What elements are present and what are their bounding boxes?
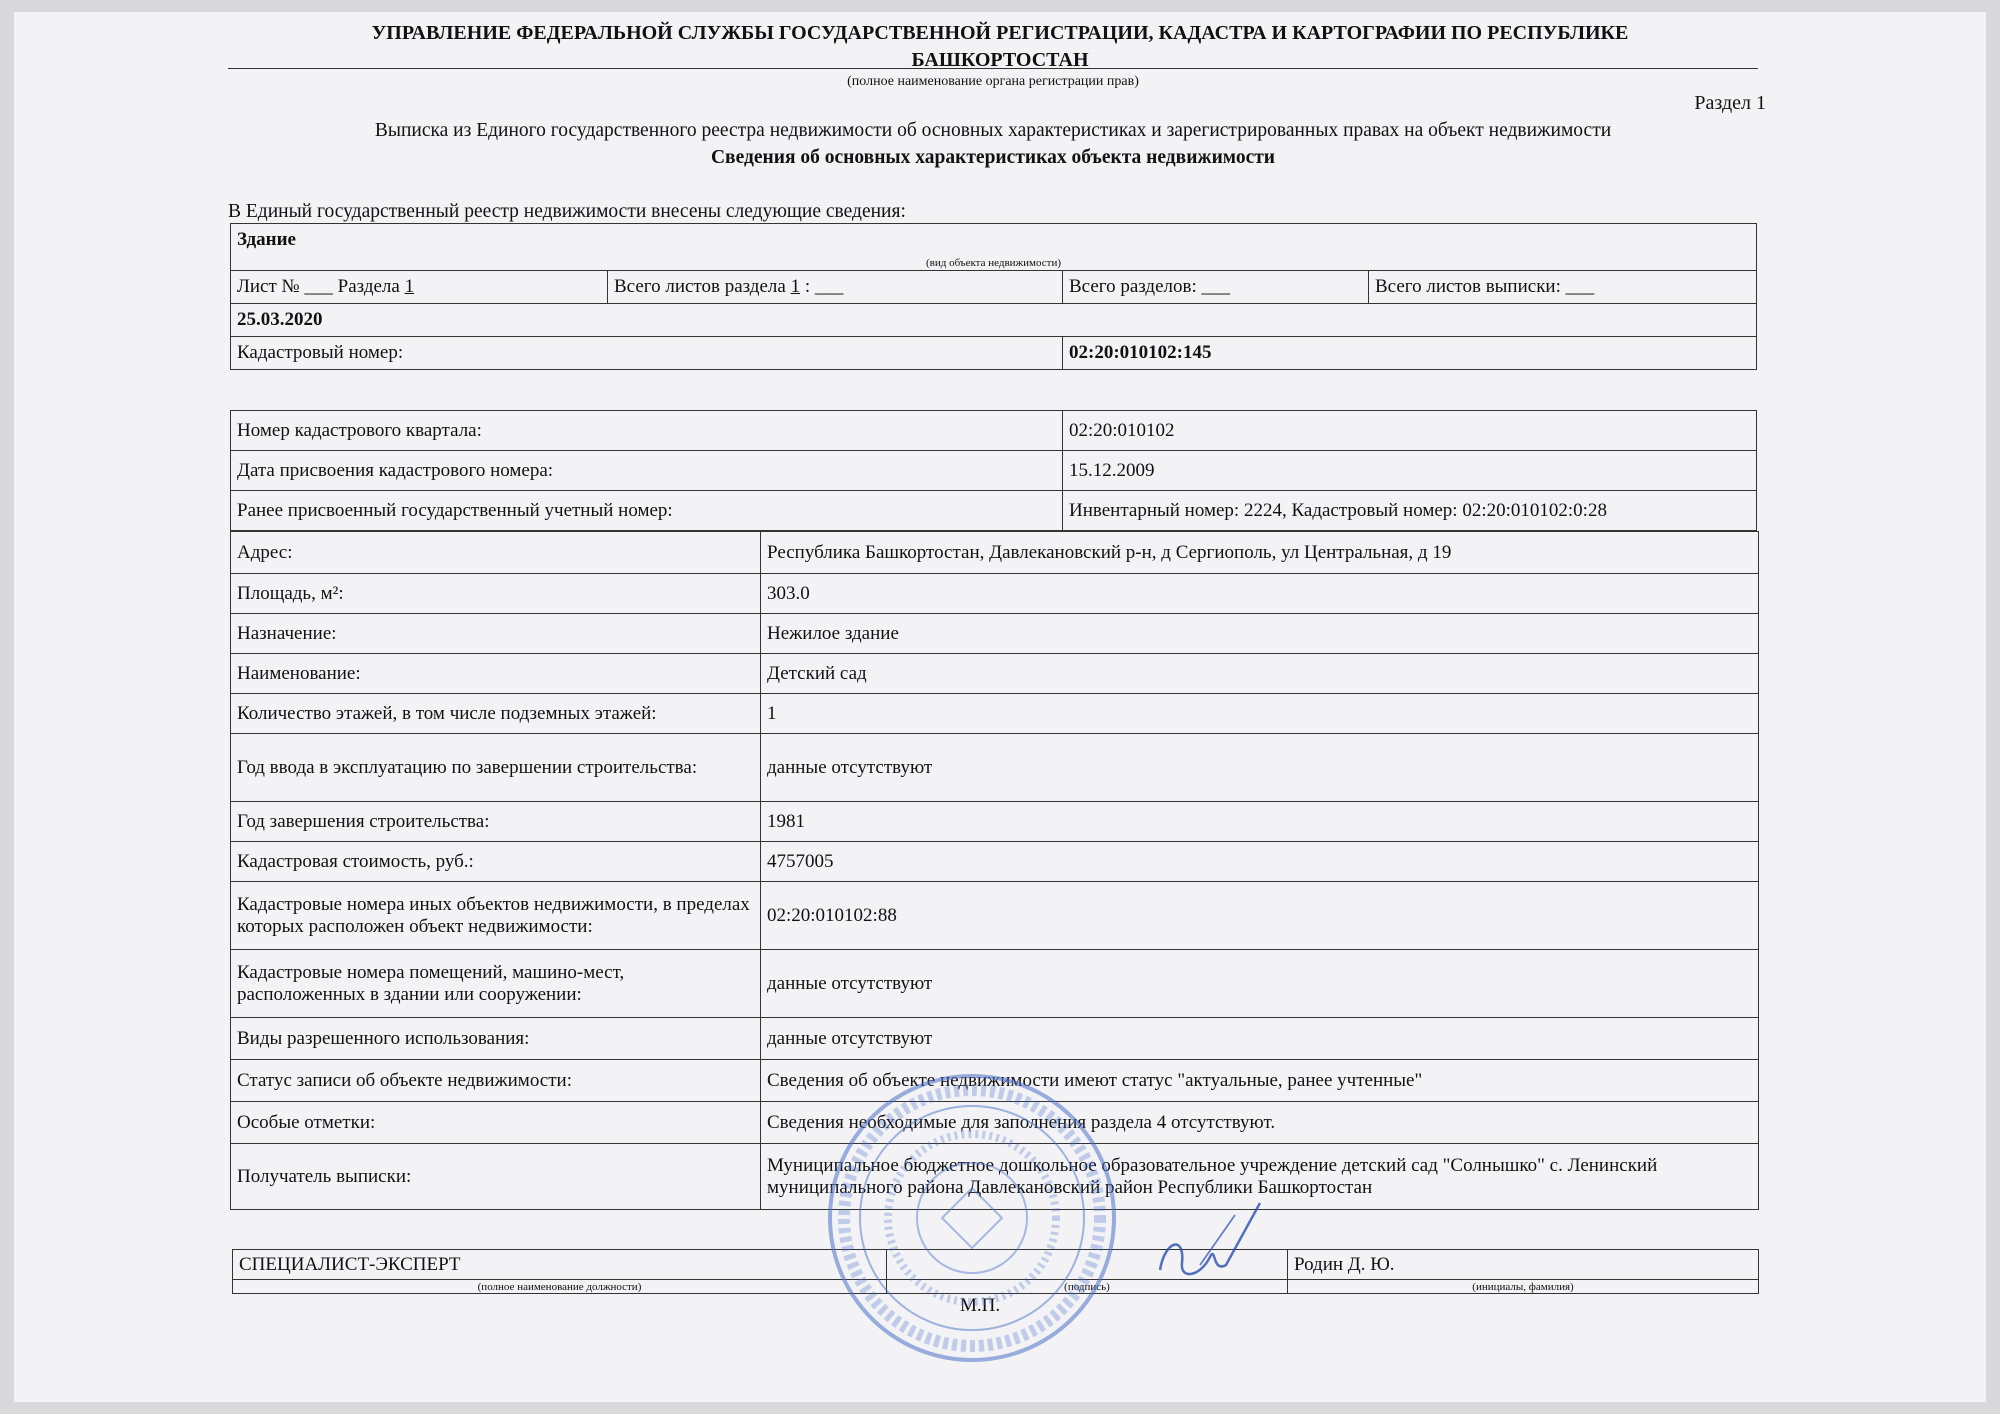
position-title: СПЕЦИАЛИСТ-ЭКСПЕРТ bbox=[233, 1250, 887, 1280]
object-type: Здание bbox=[231, 224, 1757, 257]
org-name-line2: БАШКОРТОСТАН bbox=[911, 49, 1089, 71]
row-value: Инвентарный номер: 2224, Кадастровый номер: 02:20:010102:0:28 bbox=[1063, 491, 1757, 531]
org-name-line1: УПРАВЛЕНИЕ ФЕДЕРАЛЬНОЙ СЛУЖБЫ ГОСУДАРСТВЕННОЙ РЕГИСТРАЦИИ, КАДАСТРА И КАРТОГРАФИИ ПО РЕСПУБЛИКЕ bbox=[371, 22, 1629, 44]
row-value: 1 bbox=[761, 694, 1759, 734]
table-row bbox=[231, 491, 1757, 531]
handwritten-signature-icon bbox=[1140, 1195, 1290, 1295]
row-value: данные отсутствуют bbox=[761, 950, 1759, 1018]
section-label: Раздел 1 bbox=[1694, 92, 1766, 114]
position-caption: (полное наименование должности) bbox=[233, 1280, 887, 1294]
row-label: Статус записи об объекте недвижимости: bbox=[231, 1060, 761, 1102]
row-label: Кадастровая стоимость, руб.: bbox=[231, 842, 761, 882]
extract-date: 25.03.2020 bbox=[231, 304, 1757, 337]
section-number: 1 bbox=[404, 276, 415, 297]
table-row bbox=[231, 734, 1759, 802]
document-subtitle: Сведения об основных характеристиках объекта недвижимости bbox=[710, 147, 1276, 168]
table-row bbox=[231, 574, 1759, 614]
signature-caption: (подпись) bbox=[887, 1280, 1288, 1294]
total-sheets-label: Всего листов раздела bbox=[614, 276, 791, 297]
row-value: Детский сад bbox=[761, 654, 1759, 694]
table-row bbox=[231, 411, 1757, 451]
row-value: 4757005 bbox=[761, 842, 1759, 882]
object-header-table bbox=[230, 223, 1757, 370]
name-caption: (инициалы, фамилия) bbox=[1288, 1280, 1759, 1294]
table-row bbox=[231, 694, 1759, 734]
quarter-table bbox=[230, 410, 1757, 531]
org-underline bbox=[228, 68, 1758, 69]
sheet-number-label: Лист № ___ Раздела bbox=[237, 276, 405, 297]
total-extract-sheets: Всего листов выписки: ___ bbox=[1369, 271, 1757, 304]
row-value: 303.0 bbox=[761, 574, 1759, 614]
official-stamp-icon bbox=[822, 1068, 1122, 1368]
table-row bbox=[231, 950, 1759, 1018]
sheet-number-cell bbox=[231, 271, 608, 304]
row-label: Номер кадастрового квартала: bbox=[231, 411, 1063, 451]
row-label: Кадастровые номера помещений, машино-мест, расположенных в здании или сооружении: bbox=[231, 950, 761, 1018]
row-label: Особые отметки: bbox=[231, 1102, 761, 1144]
row-label: Наименование: bbox=[231, 654, 761, 694]
row-value: данные отсутствуют bbox=[761, 1018, 1759, 1060]
row-label: Назначение: bbox=[231, 614, 761, 654]
row-label: Количество этажей, в том числе подземных этажей: bbox=[231, 694, 761, 734]
row-label: Площадь, м²: bbox=[231, 574, 761, 614]
table-row bbox=[231, 882, 1759, 950]
row-value: данные отсутствуют bbox=[761, 734, 1759, 802]
document-title: Выписка из Единого государственного реестра недвижимости об основных характеристиках и зарегистрированных правах на объект недвижимости bbox=[374, 120, 1612, 141]
row-value: 02:20:010102 bbox=[1063, 411, 1757, 451]
row-label: Дата присвоения кадастрового номера: bbox=[231, 451, 1063, 491]
seal-place-label: М.П. bbox=[960, 1295, 1001, 1316]
row-value: 02:20:010102:88 bbox=[761, 882, 1759, 950]
total-sheets-suffix: : ___ bbox=[800, 276, 844, 297]
row-label: Год завершения строительства: bbox=[231, 802, 761, 842]
signer-name: Родин Д. Ю. bbox=[1288, 1250, 1759, 1280]
row-value: 1981 bbox=[761, 802, 1759, 842]
row-label: Кадастровые номера иных объектов недвижимости, в пределах которых расположен объект недвижимости: bbox=[231, 882, 761, 950]
total-sheets-cell bbox=[608, 271, 1063, 304]
cadastral-number-label: Кадастровый номер: bbox=[231, 337, 1063, 370]
row-value: Сведения необходимые для заполнения раздела 4 отсутствуют. bbox=[761, 1102, 1759, 1144]
org-caption: (полное наименование органа регистрации прав) bbox=[847, 74, 1139, 89]
table-row bbox=[231, 1018, 1759, 1060]
row-value: Нежилое здание bbox=[761, 614, 1759, 654]
object-type-caption: (вид объекта недвижимости) bbox=[231, 257, 1757, 271]
row-label: Получатель выписки: bbox=[231, 1144, 761, 1210]
row-label: Виды разрешенного использования: bbox=[231, 1018, 761, 1060]
row-value: Муниципальное бюджетное дошкольное образовательное учреждение детский сад "Солнышко" с. Ленинский муниципального района Давлекановский район Республики Башкортостан bbox=[761, 1144, 1759, 1210]
cadastral-number-value: 02:20:010102:145 bbox=[1063, 337, 1757, 370]
table-row bbox=[231, 654, 1759, 694]
total-sheets-value: 1 bbox=[790, 276, 801, 297]
total-sections: Всего разделов: ___ bbox=[1063, 271, 1369, 304]
row-label: Год ввода в эксплуатацию по завершении строительства: bbox=[231, 734, 761, 802]
table-row bbox=[231, 532, 1759, 574]
row-label: Ранее присвоенный государственный учетный номер: bbox=[231, 491, 1063, 531]
row-label: Адрес: bbox=[231, 532, 761, 574]
intro-text: В Единый государственный реестр недвижимости внесены следующие сведения: bbox=[228, 201, 906, 222]
row-value: 15.12.2009 bbox=[1063, 451, 1757, 491]
table-row bbox=[231, 842, 1759, 882]
table-row bbox=[231, 802, 1759, 842]
document-header bbox=[300, 20, 1700, 74]
table-row bbox=[231, 451, 1757, 491]
row-value: Сведения об объекте недвижимости имеют статус "актуальные, ранее учтенные" bbox=[761, 1060, 1759, 1102]
table-row bbox=[231, 614, 1759, 654]
row-value: Республика Башкортостан, Давлекановский р-н, д Сергиополь, ул Центральная, д 19 bbox=[761, 532, 1759, 574]
